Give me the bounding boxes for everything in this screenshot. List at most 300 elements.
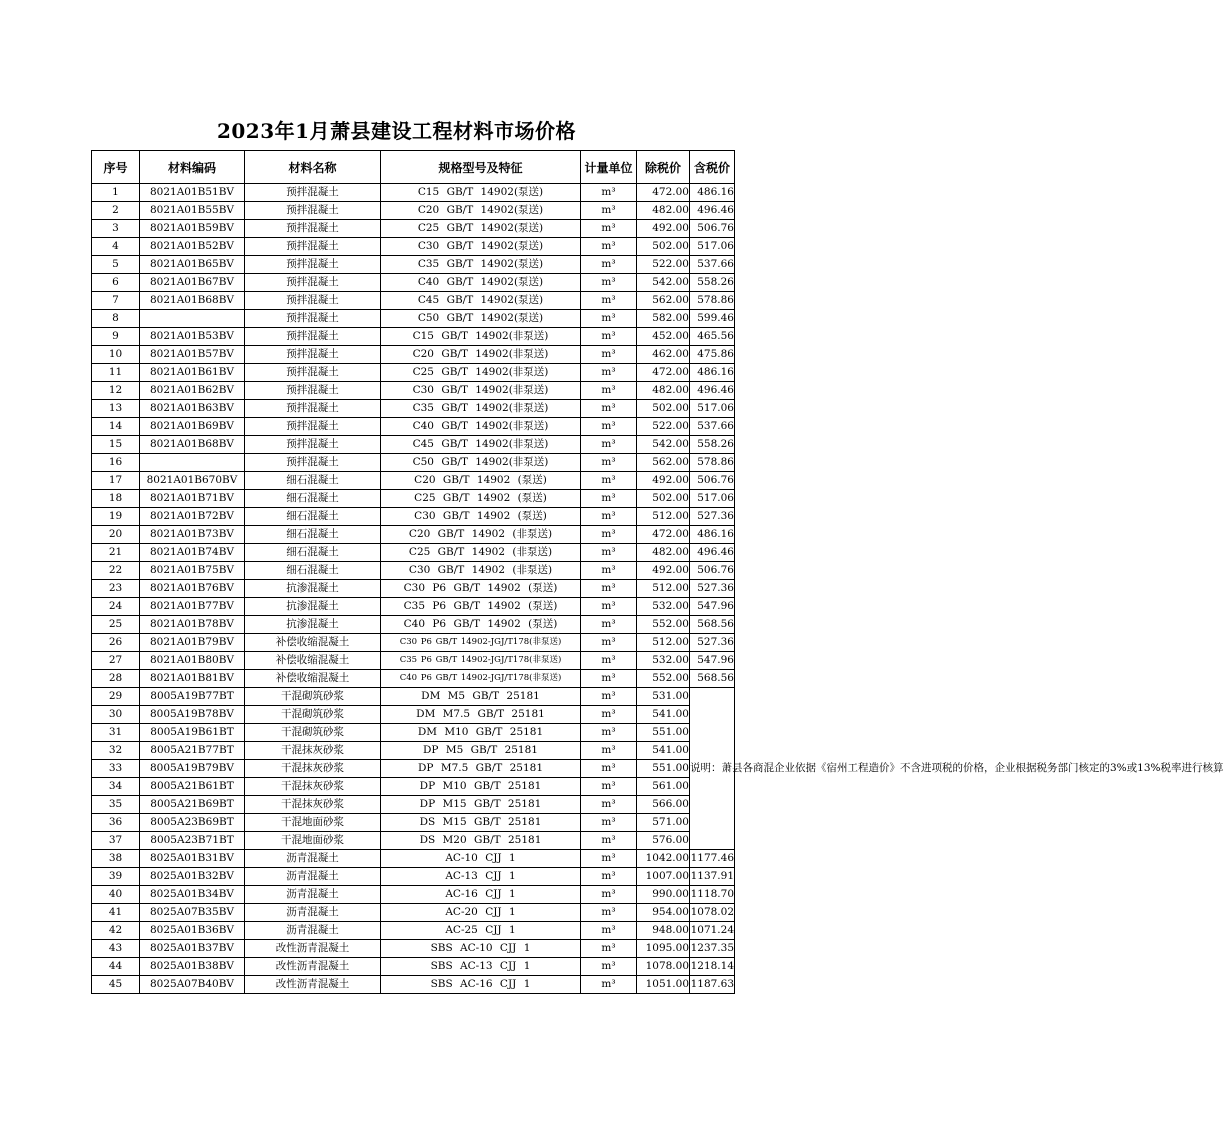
row-with-tax-price: 568.56 [690, 616, 735, 634]
row-seq: 3 [92, 220, 140, 238]
row-unit: m³ [581, 814, 637, 832]
row-material-code: 8005A21B77BT [140, 742, 245, 760]
row-seq: 26 [92, 634, 140, 652]
row-spec: C45 GB/T 14902(非泵送) [381, 436, 581, 454]
row-spec: C50 GB/T 14902(泵送) [381, 310, 581, 328]
row-with-tax-price: 1118.70 [690, 886, 735, 904]
table-row [92, 400, 735, 418]
row-material-code: 8021A01B69BV [140, 418, 245, 436]
row-seq: 20 [92, 526, 140, 544]
row-with-tax-price: 1137.91 [690, 868, 735, 886]
row-material-code: 8021A01B72BV [140, 508, 245, 526]
row-pre-tax-price: 566.00 [637, 796, 690, 814]
table-row [92, 724, 735, 742]
row-material-code: 8021A01B670BV [140, 472, 245, 490]
table-row [92, 868, 735, 886]
row-unit: m³ [581, 958, 637, 976]
row-seq: 23 [92, 580, 140, 598]
row-spec: C30 GB/T 14902 (泵送) [381, 508, 581, 526]
row-material-name: 干混抹灰砂浆 [245, 796, 381, 814]
table-row [92, 256, 735, 274]
row-pre-tax-price: 990.00 [637, 886, 690, 904]
row-material-code: 8005A21B69BT [140, 796, 245, 814]
row-material-code: 8005A19B79BV [140, 760, 245, 778]
row-unit: m³ [581, 922, 637, 940]
row-material-code: 8021A01B65BV [140, 256, 245, 274]
row-seq: 28 [92, 670, 140, 688]
row-material-name: 预拌混凝土 [245, 202, 381, 220]
row-seq: 8 [92, 310, 140, 328]
row-spec: C25 GB/T 14902 (泵送) [381, 490, 581, 508]
table-row [92, 832, 735, 850]
table-row [92, 940, 735, 958]
row-spec: AC-20 CJJ 1 [381, 904, 581, 922]
row-with-tax-price: 1237.35 [690, 940, 735, 958]
row-with-tax-price: 517.06 [690, 238, 735, 256]
row-pre-tax-price: 541.00 [637, 706, 690, 724]
row-with-tax-price: 496.46 [690, 382, 735, 400]
row-unit: m³ [581, 184, 637, 202]
table-row [92, 778, 735, 796]
row-pre-tax-price: 482.00 [637, 202, 690, 220]
row-seq: 13 [92, 400, 140, 418]
row-with-tax-price: 496.46 [690, 544, 735, 562]
row-material-name: 细石混凝土 [245, 472, 381, 490]
row-material-name: 预拌混凝土 [245, 310, 381, 328]
row-spec: C20 GB/T 14902(非泵送) [381, 346, 581, 364]
table-row [92, 742, 735, 760]
table-row [92, 706, 735, 724]
row-with-tax-price: 486.16 [690, 364, 735, 382]
row-material-code: 8025A07B35BV [140, 904, 245, 922]
row-unit: m³ [581, 760, 637, 778]
row-seq: 27 [92, 652, 140, 670]
row-unit: m³ [581, 400, 637, 418]
row-spec: AC-25 CJJ 1 [381, 922, 581, 940]
row-seq: 42 [92, 922, 140, 940]
row-spec: DM M10 GB/T 25181 [381, 724, 581, 742]
row-with-tax-price: 527.36 [690, 580, 735, 598]
row-unit: m³ [581, 562, 637, 580]
row-pre-tax-price: 452.00 [637, 328, 690, 346]
row-pre-tax-price: 1078.00 [637, 958, 690, 976]
row-spec: C15 GB/T 14902(泵送) [381, 184, 581, 202]
row-seq: 41 [92, 904, 140, 922]
row-material-name: 预拌混凝土 [245, 364, 381, 382]
row-unit: m³ [581, 274, 637, 292]
table-row [92, 310, 735, 328]
row-with-tax-price: 1218.14 [690, 958, 735, 976]
row-spec: AC-10 CJJ 1 [381, 850, 581, 868]
row-material-name: 预拌混凝土 [245, 328, 381, 346]
row-material-code: 8021A01B76BV [140, 580, 245, 598]
row-material-name: 沥青混凝土 [245, 922, 381, 940]
row-spec: DS M20 GB/T 25181 [381, 832, 581, 850]
row-seq: 25 [92, 616, 140, 634]
row-seq: 17 [92, 472, 140, 490]
table-row [92, 814, 735, 832]
table-row [92, 274, 735, 292]
row-seq: 2 [92, 202, 140, 220]
row-spec: DS M15 GB/T 25181 [381, 814, 581, 832]
row-pre-tax-price: 472.00 [637, 364, 690, 382]
row-material-name: 预拌混凝土 [245, 436, 381, 454]
row-material-code [140, 454, 245, 472]
row-pre-tax-price: 562.00 [637, 454, 690, 472]
row-material-name: 抗渗混凝土 [245, 598, 381, 616]
row-spec: C15 GB/T 14902(非泵送) [381, 328, 581, 346]
table-body [92, 184, 1224, 994]
row-unit: m³ [581, 904, 637, 922]
row-with-tax-price: 1177.46 [690, 850, 735, 868]
price-table [91, 150, 1224, 994]
row-material-code: 8021A01B81BV [140, 670, 245, 688]
row-material-name: 抗渗混凝土 [245, 580, 381, 598]
row-material-code: 8021A01B75BV [140, 562, 245, 580]
table-row [92, 958, 735, 976]
row-seq: 12 [92, 382, 140, 400]
row-material-name: 抗渗混凝土 [245, 616, 381, 634]
row-with-tax-price: 517.06 [690, 490, 735, 508]
row-spec: DP M7.5 GB/T 25181 [381, 760, 581, 778]
row-pre-tax-price: 512.00 [637, 508, 690, 526]
row-material-code: 8021A01B79BV [140, 634, 245, 652]
row-seq: 19 [92, 508, 140, 526]
row-unit: m³ [581, 796, 637, 814]
row-material-code: 8021A01B52BV [140, 238, 245, 256]
row-pre-tax-price: 551.00 [637, 760, 690, 778]
row-seq: 15 [92, 436, 140, 454]
table-row [92, 904, 735, 922]
row-seq: 36 [92, 814, 140, 832]
row-with-tax-price: 537.66 [690, 256, 735, 274]
row-material-name: 改性沥青混凝土 [245, 940, 381, 958]
row-spec: C20 GB/T 14902 (非泵送) [381, 526, 581, 544]
row-unit: m³ [581, 976, 637, 994]
row-spec: C25 GB/T 14902 (非泵送) [381, 544, 581, 562]
row-material-name: 预拌混凝土 [245, 256, 381, 274]
row-spec: C20 GB/T 14902 (泵送) [381, 472, 581, 490]
row-pre-tax-price: 576.00 [637, 832, 690, 850]
row-seq: 29 [92, 688, 140, 706]
table-row [92, 922, 735, 940]
row-unit: m³ [581, 706, 637, 724]
row-unit: m³ [581, 328, 637, 346]
row-material-code: 8021A01B57BV [140, 346, 245, 364]
row-material-name: 沥青混凝土 [245, 850, 381, 868]
row-unit: m³ [581, 544, 637, 562]
row-spec: AC-13 CJJ 1 [381, 868, 581, 886]
table-row [92, 526, 735, 544]
row-spec: C35 GB/T 14902(非泵送) [381, 400, 581, 418]
row-material-code: 8021A01B61BV [140, 364, 245, 382]
row-seq: 37 [92, 832, 140, 850]
table-row [92, 508, 735, 526]
row-spec: C40 P6 GB/T 14902-JGJ/T178(非泵送) [381, 670, 581, 688]
row-seq: 43 [92, 940, 140, 958]
row-with-tax-price: 537.66 [690, 418, 735, 436]
row-material-code: 8021A01B74BV [140, 544, 245, 562]
row-with-tax-price: 527.36 [690, 634, 735, 652]
row-unit: m³ [581, 202, 637, 220]
table-row [92, 202, 735, 220]
row-unit: m³ [581, 472, 637, 490]
row-unit: m³ [581, 490, 637, 508]
header-spec: 规格型号及特征 [381, 151, 581, 184]
row-spec: C30 GB/T 14902 (非泵送) [381, 562, 581, 580]
table-row [92, 328, 735, 346]
row-unit: m³ [581, 508, 637, 526]
row-pre-tax-price: 551.00 [637, 724, 690, 742]
row-seq: 16 [92, 454, 140, 472]
row-seq: 24 [92, 598, 140, 616]
header-name: 材料名称 [245, 151, 381, 184]
row-with-tax-price: 496.46 [690, 202, 735, 220]
row-pre-tax-price: 512.00 [637, 634, 690, 652]
row-with-tax-price: 486.16 [690, 184, 735, 202]
row-seq: 9 [92, 328, 140, 346]
row-with-tax-price: 465.56 [690, 328, 735, 346]
row-pre-tax-price: 552.00 [637, 616, 690, 634]
row-material-code: 8025A01B36BV [140, 922, 245, 940]
row-seq: 11 [92, 364, 140, 382]
row-unit: m³ [581, 346, 637, 364]
table-row [92, 580, 735, 598]
table-row [92, 976, 735, 994]
table-row [92, 184, 735, 202]
row-pre-tax-price: 552.00 [637, 670, 690, 688]
row-spec: C35 P6 GB/T 14902 (泵送) [381, 598, 581, 616]
tax-note: 说明：萧县各商混企业依据《宿州工程造价》不含进项税的价格，企业根据税务部门核定的3%或13%税率进行核算 [690, 688, 735, 850]
row-pre-tax-price: 512.00 [637, 580, 690, 598]
row-spec: C50 GB/T 14902(非泵送) [381, 454, 581, 472]
row-seq: 5 [92, 256, 140, 274]
header-row [92, 151, 735, 184]
row-material-code: 8025A01B34BV [140, 886, 245, 904]
row-seq: 45 [92, 976, 140, 994]
row-with-tax-price: 1078.02 [690, 904, 735, 922]
header-seq: 序号 [92, 151, 140, 184]
row-pre-tax-price: 542.00 [637, 274, 690, 292]
row-seq: 10 [92, 346, 140, 364]
row-with-tax-price: 547.96 [690, 598, 735, 616]
row-with-tax-price: 547.96 [690, 652, 735, 670]
row-seq: 33 [92, 760, 140, 778]
row-pre-tax-price: 531.00 [637, 688, 690, 706]
row-unit: m³ [581, 742, 637, 760]
row-unit: m³ [581, 364, 637, 382]
row-spec: C30 P6 GB/T 14902 (泵送) [381, 580, 581, 598]
row-material-name: 干混抹灰砂浆 [245, 742, 381, 760]
table-row [92, 670, 735, 688]
row-spec: C30 P6 GB/T 14902-JGJ/T178(非泵送) [381, 634, 581, 652]
row-material-code: 8005A21B61BT [140, 778, 245, 796]
row-material-code: 8021A01B53BV [140, 328, 245, 346]
row-unit: m³ [581, 670, 637, 688]
row-material-code: 8021A01B67BV [140, 274, 245, 292]
row-material-name: 预拌混凝土 [245, 382, 381, 400]
header-unit: 计量单位 [581, 151, 637, 184]
row-pre-tax-price: 561.00 [637, 778, 690, 796]
row-material-name: 预拌混凝土 [245, 292, 381, 310]
row-material-name: 干混地面砂浆 [245, 814, 381, 832]
row-material-name: 补偿收缩混凝土 [245, 634, 381, 652]
row-unit: m³ [581, 940, 637, 958]
row-material-name: 改性沥青混凝土 [245, 958, 381, 976]
row-unit: m³ [581, 724, 637, 742]
row-material-code: 8025A01B38BV [140, 958, 245, 976]
row-material-name: 干混砌筑砂浆 [245, 706, 381, 724]
row-seq: 39 [92, 868, 140, 886]
row-pre-tax-price: 542.00 [637, 436, 690, 454]
row-material-name: 预拌混凝土 [245, 220, 381, 238]
row-material-name: 预拌混凝土 [245, 184, 381, 202]
row-spec: SBS AC-10 CJJ 1 [381, 940, 581, 958]
table-row [92, 490, 735, 508]
row-material-code: 8005A19B78BV [140, 706, 245, 724]
row-seq: 32 [92, 742, 140, 760]
row-seq: 34 [92, 778, 140, 796]
row-spec: C25 GB/T 14902(非泵送) [381, 364, 581, 382]
row-spec: C40 GB/T 14902(非泵送) [381, 418, 581, 436]
row-with-tax-price: 527.36 [690, 508, 735, 526]
row-spec: C20 GB/T 14902(泵送) [381, 202, 581, 220]
row-pre-tax-price: 532.00 [637, 652, 690, 670]
row-spec: C35 GB/T 14902(泵送) [381, 256, 581, 274]
row-with-tax-price: 558.26 [690, 274, 735, 292]
row-material-name: 预拌混凝土 [245, 274, 381, 292]
row-with-tax-price: 578.86 [690, 292, 735, 310]
table-row [92, 760, 735, 778]
row-seq: 21 [92, 544, 140, 562]
row-material-name: 改性沥青混凝土 [245, 976, 381, 994]
row-pre-tax-price: 502.00 [637, 238, 690, 256]
row-pre-tax-price: 1095.00 [637, 940, 690, 958]
row-material-name: 沥青混凝土 [245, 904, 381, 922]
row-spec: DM M5 GB/T 25181 [381, 688, 581, 706]
row-unit: m³ [581, 688, 637, 706]
row-seq: 35 [92, 796, 140, 814]
table-row [92, 616, 735, 634]
row-pre-tax-price: 462.00 [637, 346, 690, 364]
row-unit: m³ [581, 382, 637, 400]
table-row [92, 886, 735, 904]
row-material-name: 干混砌筑砂浆 [245, 724, 381, 742]
row-unit: m³ [581, 310, 637, 328]
row-material-code: 8021A01B68BV [140, 292, 245, 310]
row-pre-tax-price: 492.00 [637, 472, 690, 490]
row-pre-tax-price: 522.00 [637, 256, 690, 274]
row-pre-tax-price: 472.00 [637, 526, 690, 544]
header-pre-tax: 除税价 [637, 151, 690, 184]
row-seq: 4 [92, 238, 140, 256]
row-unit: m³ [581, 652, 637, 670]
row-material-code: 8021A01B63BV [140, 400, 245, 418]
row-unit: m³ [581, 526, 637, 544]
row-seq: 1 [92, 184, 140, 202]
row-material-code: 8005A19B61BT [140, 724, 245, 742]
row-unit: m³ [581, 436, 637, 454]
row-material-code [140, 310, 245, 328]
row-with-tax-price: 578.86 [690, 454, 735, 472]
row-pre-tax-price: 532.00 [637, 598, 690, 616]
row-pre-tax-price: 562.00 [637, 292, 690, 310]
row-seq: 31 [92, 724, 140, 742]
row-unit: m³ [581, 616, 637, 634]
row-material-code: 8005A19B77BT [140, 688, 245, 706]
row-seq: 44 [92, 958, 140, 976]
row-with-tax-price: 599.46 [690, 310, 735, 328]
table-row [92, 364, 735, 382]
row-with-tax-price: 506.76 [690, 562, 735, 580]
row-material-name: 细石混凝土 [245, 490, 381, 508]
header-code: 材料编码 [140, 151, 245, 184]
table-row [92, 796, 735, 814]
row-material-code: 8025A01B31BV [140, 850, 245, 868]
row-material-name: 干混地面砂浆 [245, 832, 381, 850]
row-unit: m³ [581, 454, 637, 472]
row-unit: m³ [581, 778, 637, 796]
row-material-code: 8025A01B32BV [140, 868, 245, 886]
row-unit: m³ [581, 850, 637, 868]
row-seq: 18 [92, 490, 140, 508]
row-material-code: 8021A01B78BV [140, 616, 245, 634]
row-pre-tax-price: 582.00 [637, 310, 690, 328]
row-material-name: 细石混凝土 [245, 508, 381, 526]
table-row [92, 418, 735, 436]
table-row [92, 454, 735, 472]
row-material-code: 8021A01B68BV [140, 436, 245, 454]
row-pre-tax-price: 492.00 [637, 220, 690, 238]
row-unit: m³ [581, 832, 637, 850]
row-seq: 22 [92, 562, 140, 580]
row-pre-tax-price: 502.00 [637, 400, 690, 418]
row-material-name: 细石混凝土 [245, 544, 381, 562]
row-material-code: 8021A01B73BV [140, 526, 245, 544]
table-row [92, 238, 735, 256]
table-row [92, 292, 735, 310]
row-material-code: 8005A23B69BT [140, 814, 245, 832]
row-pre-tax-price: 948.00 [637, 922, 690, 940]
row-spec: C40 GB/T 14902(泵送) [381, 274, 581, 292]
row-unit: m³ [581, 886, 637, 904]
row-seq: 30 [92, 706, 140, 724]
row-spec: C30 GB/T 14902(泵送) [381, 238, 581, 256]
row-with-tax-price: 486.16 [690, 526, 735, 544]
row-pre-tax-price: 482.00 [637, 382, 690, 400]
row-material-code: 8021A01B71BV [140, 490, 245, 508]
row-spec: C35 P6 GB/T 14902-JGJ/T178(非泵送) [381, 652, 581, 670]
row-with-tax-price: 1187.63 [690, 976, 735, 994]
row-with-tax-price: 506.76 [690, 220, 735, 238]
table-row [92, 634, 735, 652]
row-material-code: 8021A01B51BV [140, 184, 245, 202]
row-unit: m³ [581, 598, 637, 616]
page-title: 2023年1月萧县建设工程材料市场价格 [216, 119, 577, 143]
row-material-code: 8021A01B80BV [140, 652, 245, 670]
row-material-name: 补偿收缩混凝土 [245, 652, 381, 670]
row-material-name: 干混砌筑砂浆 [245, 688, 381, 706]
row-pre-tax-price: 492.00 [637, 562, 690, 580]
row-pre-tax-price: 954.00 [637, 904, 690, 922]
row-material-code: 8025A01B37BV [140, 940, 245, 958]
row-unit: m³ [581, 220, 637, 238]
row-material-name: 预拌混凝土 [245, 346, 381, 364]
row-pre-tax-price: 1051.00 [637, 976, 690, 994]
row-pre-tax-price: 502.00 [637, 490, 690, 508]
row-spec: DP M5 GB/T 25181 [381, 742, 581, 760]
row-seq: 7 [92, 292, 140, 310]
